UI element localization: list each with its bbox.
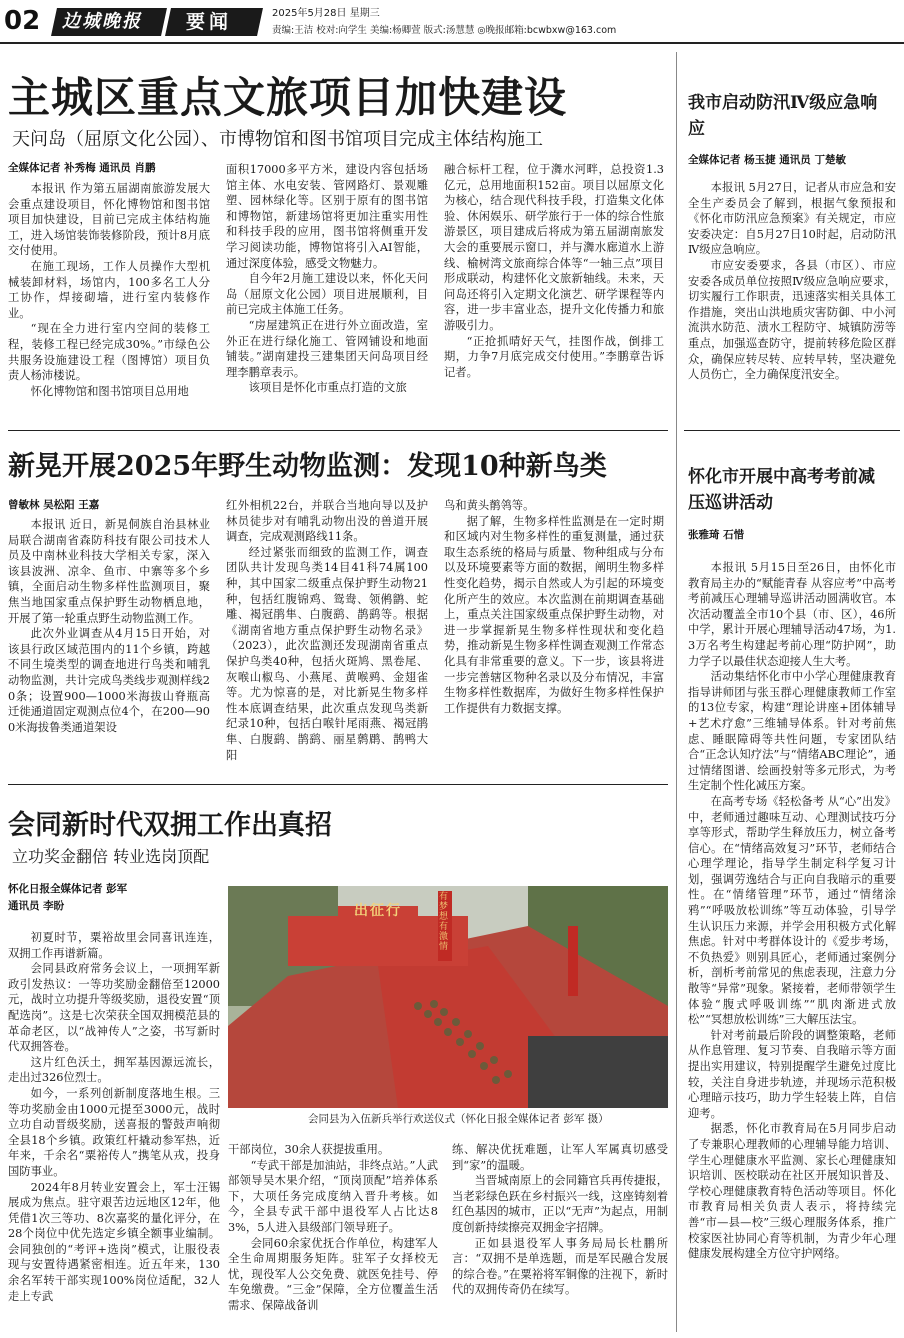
story1-headline: 主城区重点文旅项目加快建设 xyxy=(8,73,568,122)
issue-date: 2025年5月28日 星期三 xyxy=(272,8,380,19)
masthead xyxy=(0,0,904,44)
story1-column-1: 本报讯 作为第五届湖南旅游发展大会重点建设项目，怀化博物馆和图书馆项目加快建设，目前已完成主体结构施工，进入场馆装饰装修阶段，预计8月底交付使用。 在施工现场，工作人员操作大型机械装卸材料，场馆内，100多名工人分工协作，焊接砌墙，进行室内装修作业。 “现在全力进行室内空间的装修工程，装修工程已经完成30%。”市绿色公共服务设施建设工程（图博馆）项目负责人杨沛楼说。 怀化博物馆和图书馆项目总用地 xyxy=(8,182,210,398)
story3-subheadline: 立功奖金翻倍 转业选岗顶配 xyxy=(12,847,210,866)
page-number: 02 xyxy=(4,6,41,36)
story2-headline: 新晃开展2025年野生动物监测：发现10种新鸟类 xyxy=(8,451,607,482)
story2-column-2: 红外相机22台，并联合当地向导以及护林员徒步对有哺乳动物出没的兽道开展调查，完成观测路线11条。 经过紧张而细致的监测工作，调查团队共计发现鸟类14目41科74属100种，其中国家二级重点保护野生动物21种，包括红腹锦鸡、鸳鸯、领鸺鹠、蛇雕、褐冠鹃隼、白腹鹞、鹊鹞等。根据《湖南省地方重点保护野生动物名录》（2023），此次监测还发现湖南省重点保护鸟类40种，包括火斑鸠、黑卷尾、灰喉山椒鸟、小燕尾、黄喉鹀、金翅雀等。尤为惊喜的是，对比新晃生物多样性本底调查结果，此次重点发现鸟类新纪录10种，包括白喉针尾雨燕、褐冠鹃隼、白腹鹞、鹊鹞、丽星鹩鹛、鹊鸭大阳 xyxy=(226,499,428,762)
story2-column-3: 鸟和黄头鹡鸰等。 据了解，生物多样性监测是在一定时期和区域内对生物多样性的重复测量，通过获取生态系统的格局与质量、物种组成与分布以及环境要素等方面的数据，阐明生物多样性变化趋势，揭示自然或人为引起的环境变化所产生的效应。本次监测在前期调查基础上，重点关注国家级重点保护野生动物，对进一步掌握新晃生物多样性现状和变化趋势，推动新晃生物多样性调查观测工作常态化具有非常重要的意义。下一步，该县将进一步完善辖区物种名录以及分布情况，丰富生物多样性数据库，为做好生物多样性保护工作提供有力数据支撑。 xyxy=(444,499,664,715)
photo-caption: 会同县为入伍新兵举行欢送仪式（怀化日报全媒体记者 彭军 摄） xyxy=(308,1113,609,1125)
flood-story-body: 本报讯 5月27日，记者从市应急和安全生产委员会了解到，根据气象预报和《怀化市防汛应急预案》有关规定，市应安委决定：自5月27日10时起，启动防汛Ⅳ级应急响应。 市应安委要求，各县（市区）、市应安委各成员单位按照Ⅳ级应急响应要求，切实履行工作职责，迅速落实相关具体工作措施，突出山洪地质灾害防御、中小河流洪水防范、渍水工程防守、城镇防涝等重点，加强巡查防守，提前转移危险区群众，确保应转尽转、应转早转，坚决避免人员伤亡，全力确保度汛安全。 xyxy=(688,181,896,382)
story3-headline: 会同新时代双拥工作出真招 xyxy=(8,810,332,841)
story3-column-3: 练、解决优抚难题，让军人军属真切感受到“家”的温暖。 当晋城南原上的会同籍官兵再传捷报，当老彩绿色跃在乡村振兴一线，这座铸刻着红色基因的城市，正以“无声”为起点，用制度创新持续擦亮双拥金字招牌。 正如县退役军人事务局局长杜鹏所言：“双拥不是单选题，而是军民融合发展的综合卷。”在粟裕将军铜像的注视下，新时代的双拥传奇仍在续写。 xyxy=(452,1143,668,1297)
newspaper-logo-text: 边城晚报 xyxy=(62,11,142,32)
story1-bottom-rule xyxy=(8,430,668,431)
story1-subheadline: 天问岛（屈原文化公园）、市博物馆和图书馆项目完成主体结构施工 xyxy=(12,129,543,150)
flood-story-bottom-rule xyxy=(684,430,900,431)
story3-byline-1: 怀化日报全媒体记者 彭军 xyxy=(8,883,128,895)
story1-column-2: 面积17000多平方米，建设内容包括场馆主体、水电安装、管网路灯、景观雕塑、园林绿化等。区别于原有的图书馆和博物馆，新建场馆将更加注重实用性和科技手段的应用，图书馆将侧重开发学习阅读功能，博物馆将引入AI智能，通过深度体验，感受文物魅力。 自今年2月施工建设以来，怀化天问岛（屈原文化公园）项目进展顺利，目前已完成主体施工任务。 “房屋建筑正在进行外立面改造，室外正在进行绿化施工、管网铺设和地面铺装。”湖南建投三建集团天问岛项目经理李鹏章表示。 该项目是怀化市重点打造的文旅 xyxy=(226,163,428,395)
story3-byline-2: 通讯员 李盼 xyxy=(8,900,65,912)
editor-credits: 责编:王洁 校对:向学生 美编:杨卿萱 版式:汤慧慧 ◎晚报邮箱:bcwbxw@163.com xyxy=(272,25,617,36)
photo-banner-text: 出征行 xyxy=(354,903,402,919)
photo-side-banner-text: 有梦想有激情 xyxy=(439,892,449,952)
story1-column-3: 融合标杆工程，位于㵲水河畔，总投资1.3亿元，总用地面积152亩。项目以屈原文化为核心，结合现代科技手段，打造集文化体验、休闲娱乐、研学旅行于一体的综合性旅游景区，项目建成后将成为第五届湖南旅发大会的重要展示窗口，并与㵲水廊道水上游线、榆树湾文旅商综合体等“一轴三点”项目形成联动，构建怀化文旅新轴线。未来，天问岛还将引入定期文化演艺、研学课程等内容，进一步丰富业态，提升文化传播力和旅游吸引力。 “正抢抓晴好天气，挂图作战，倒排工期，力争7月底完成交付使用。”李鹏章告诉记者。 xyxy=(444,163,664,379)
story2-byline: 曾敏林 吴松阳 王嘉 xyxy=(8,499,100,511)
story3-column-1: 初夏时节，粟裕故里会同喜讯连连，双拥工作再谱新篇。 会同县政府常务会议上，一项拥军新政引发热议：一等功奖励金翻倍至12000元，战时立功提升等级奖励，退役安置“顶配选岗”。这是七次荣获全国双拥模范县的革命老区，以“战神传人”之姿，书写新时代双拥答卷。 这片红色沃土，拥军基因源远流长，走出过326位烈士。 如今，一系列创新制度落地生根。三等功奖励金由1000元提至3000元，战时立功自动晋级奖励，送喜报的警鼓声响彻全县18个乡镇。政策红杆撬动参军热，近年来，千余名“粟裕传人”携笔从戎，投身国防事业。 2024年8月转业安置会上，军士汪锡展成为焦点。驻守艰苦边远地区12年，他凭借1次三等功、8次嘉奖的量化评分，在28个岗位中优先选定乡镇全额事业编制。会同独创的“考评+选岗”模式，让服役表现与安置待遇紧密相连。近五年来，130余名军转干部实现100%岗位适配，32人走上专武 xyxy=(8,931,220,1303)
section-tag-text: 要闻 xyxy=(186,11,233,33)
right-column-divider xyxy=(676,52,677,1332)
story2-bottom-rule xyxy=(8,784,668,785)
exam-story-body: 本报讯 5月15日至26日，由怀化市教育局主办的“赋能青春 从容应考”中高考考前减压心理辅导巡讲活动圆满收官。本次活动覆盖全市10个县（市、区），46所中学，累计开展心理辅导活动47场，为1.3万名考生构建起考前心理“防护网”，助力学子以最佳状态迎接人生大考。 活动集结怀化市中小学心理健康教育指导讲师团与张玉群心理健康教师工作室的13位专家，构建“理论讲座+团体辅导+艺术疗愈”三维辅导体系。针对考前焦虑、睡眠障碍等共性问题，专家团队结合“正念认知疗法”与“情绪ABC理论”，通过情绪图谱、绘画投射等多元形式，为考生定制个性化减压方案。 在高考专场《轻松备考 从“心”出发》中，老师通过趣味互动、心理测试技巧分享等形式，帮助学生释放压力，树立备考信心。在“情绪高效复习”环节，老师结合心理学理论，指导学生制定科学复习计划，强调劳逸结合与正向自我暗示的重要性。在“情绪管理”环节，通过“情绪涂鸦”“呼吸放松训练”等互动体验，引导学生认识压力来源，并学会用积极方式化解焦虑。针对中考群体设计的《爱步考场，不负热爱》则别具匠心，老师通过案例分析，剖析考前常见的焦虑表现，注意力分散等“异常”现象。紧接着，老师带领学生体验“腹式呼吸训练”“肌肉渐进式放松”“冥想放松训练”三大解压法宝。 针对考前最后阶段的调整策略，老师从作息管理、复习节奏、自我暗示等方面提出实用建议，特别提醒学生避免过度比较，关注自身进步轨迹，并现场示范积极心理暗示技巧，助力学生轻装上阵，自信迎考。 据悉，怀化市教育局在5月同步启动了专兼职心理教师的心理辅导能力培训、学生心理健康水平监测、家长心理健康知识培训、医校联动在社区开展知识普及、学校心理健康教育特色活动等项目。怀化市教育局相关负责人表示，将持续完善“市—县—校”三级心理服务体系，推广校家医社协同心育等机制，为青少年心理健康发展构建全方位守护网络。 xyxy=(688,561,896,1261)
masthead-rule xyxy=(0,42,904,44)
flood-story-headline: 我市启动防汛Ⅳ级应急响应 xyxy=(688,93,878,139)
exam-story-byline: 张雅琦 石惜 xyxy=(688,529,745,541)
story2-column-1: 本报讯 近日，新晃侗族自治县林业局联合湖南省森防科技有限公司技术人员及中南林业科技大学相关专家，深入该县波洲、凉伞、鱼市、中寨等多个乡镇，全面启动生物多样性监测项目，聚焦当地国家重点保护野生动物栖息地，开展了第一轮重点野生动物监测工作。 此次外业调查从4月15日开始，对该县行政区域范围内的11个乡镇，跨越不同生境类型的调查地进行鸟类和哺乳动物监测，共计完成鸟类线步观测样线20条；设置900—1000米海拔山脊瓶高迁徙通道固定观测点位4个，在200—900米海拔鲁类通道架设 xyxy=(8,518,210,734)
exam-story-headline: 怀化市开展中高考考前减压巡讲活动 xyxy=(688,467,875,513)
story1-byline: 全媒体记者 补秀梅 通讯员 肖鹏 xyxy=(8,162,156,174)
story3-column-2: 干部岗位，30余人获提拔重用。 “专武干部是加油站，非终点站。”人武部领导吴木果介绍，“顶岗顶配”培养体系下，大项任务完成度纳入晋升考核。如今，全县专武干部中退役军人占比达83%，5人进入县级部门领导班子。 会同60余家优抚合作单位，构建军人全生命周期服务矩阵。驻军子女择校无忧，现役军人公交免费、就医免挂号、停车免缴费。“三金”保障，全方位覆盖生活需求、保障战备训 xyxy=(228,1143,438,1312)
flood-story-byline: 全媒体记者 杨玉捷 通讯员 丁楚敏 xyxy=(688,154,846,166)
story3-photo xyxy=(228,886,668,1108)
